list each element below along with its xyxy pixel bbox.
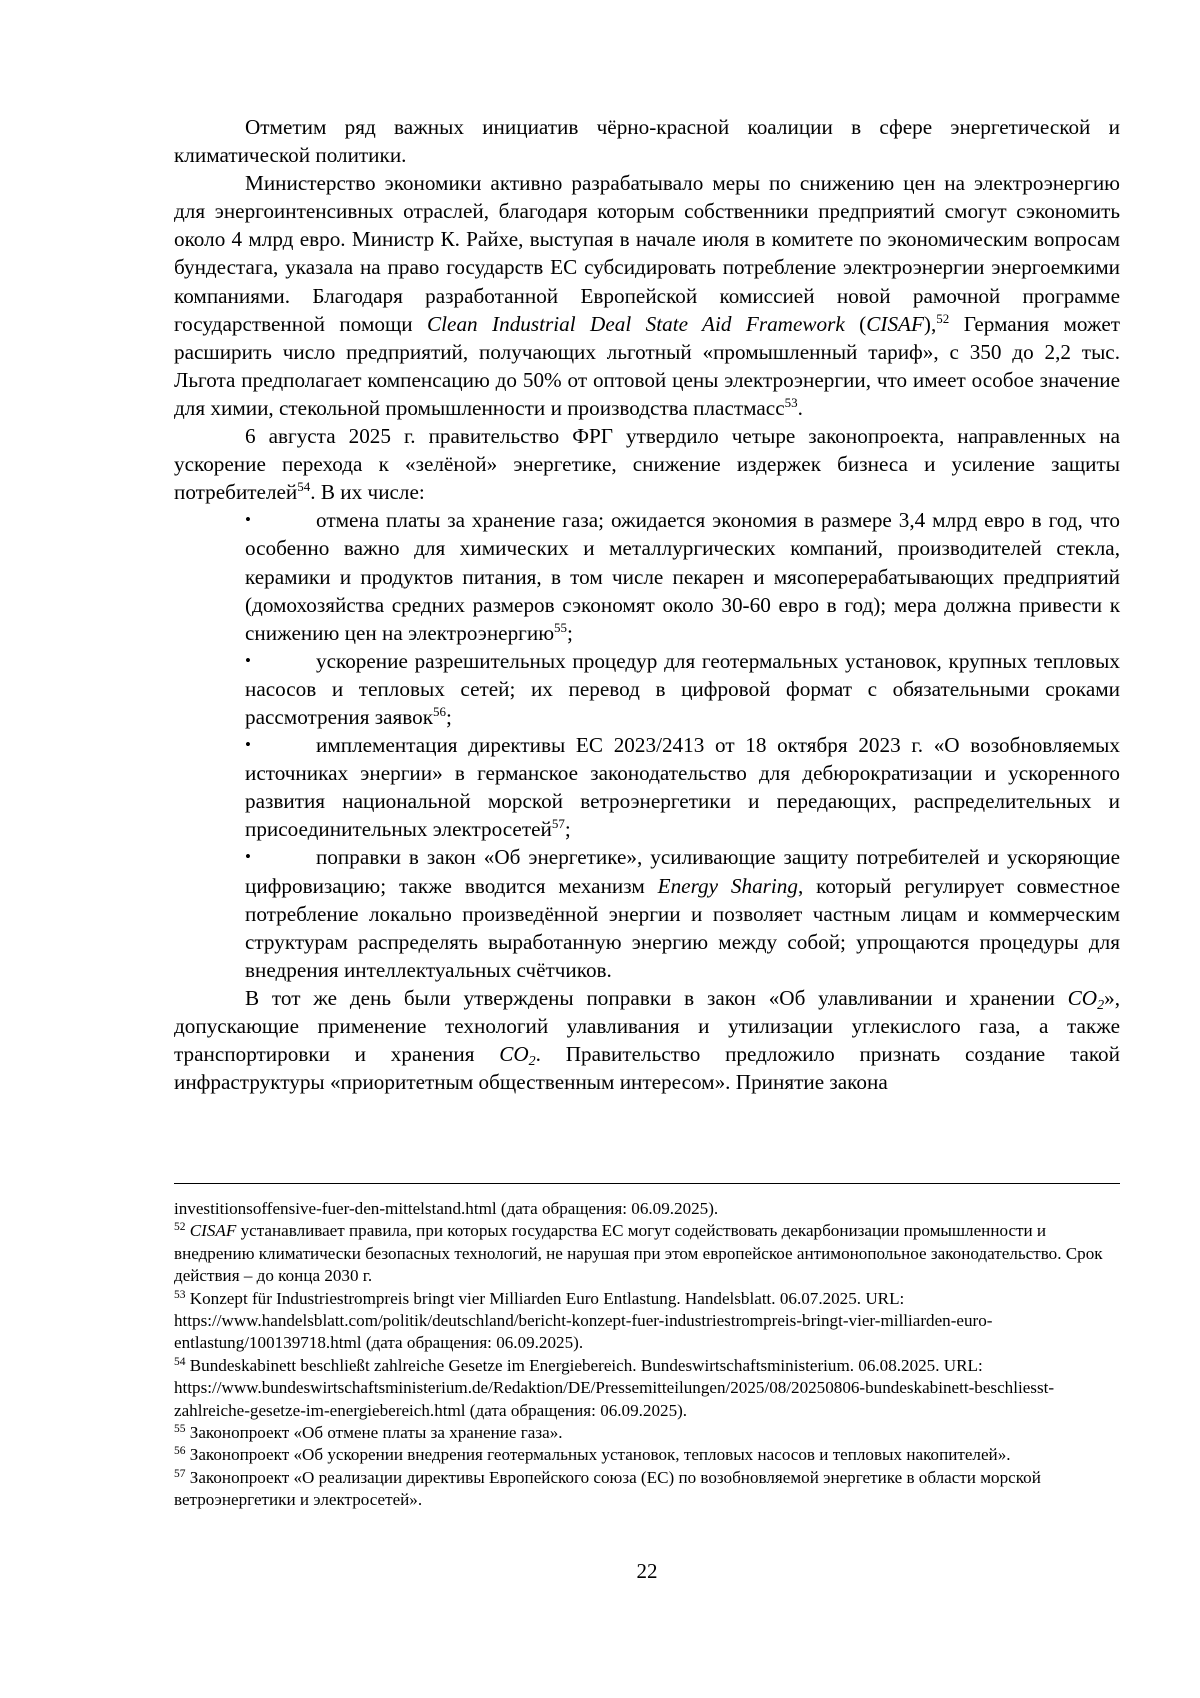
paragraph-text: Германия может расширить число предприятий, получающих льготный «промышленный тариф», с 350 до 2,2 тыс. Льгота предполагает компенсацию до 50% от оптовой цены электроэнергии, что имеет особое значение для химии, стекольной промышленности и производства пластмасс — [174, 311, 1121, 420]
footnote-number: 57 — [174, 1467, 186, 1480]
footnote-number: 55 — [174, 1423, 186, 1436]
bullet-marker: • — [245, 735, 251, 755]
cisaf-abbrev-italic: CISAF — [866, 311, 924, 336]
footnote-52 — [174, 1220, 1120, 1287]
paragraph-initiatives-intro — [174, 113, 1120, 169]
co2-subscript: 2 — [528, 1054, 536, 1070]
bullet-text: отмена платы за хранение газа; ожидается экономия в размере 3,4 млрд евро в год, что особенно важно для химических и металлургических компаний, производителей стекла, керамики и продуктов питания, в том числе пекарен и мясоперерабатывающих предприятий (домохозяйства средних размеров сэкономят около 30-60 евро в год); мера должна привести к снижению цен на электроэнергию — [245, 508, 1120, 645]
bullet-marker: • — [245, 650, 251, 670]
footnote-ref-54[interactable]: 54 — [297, 479, 311, 495]
bullet-marker: • — [245, 510, 251, 530]
footnote-text: Законопроект «Об ускорении внедрения геотермальных установок, тепловых насосов и тепловых накопителей». — [189, 1445, 1011, 1465]
bullet-text: имплементация директивы ЕС 2023/2413 от 18 октября 2023 г. «О возобновляемых источниках энергии» в германское законодательство для дебюрократизации и ускоренного развития национальной морской ветроэнергетики и передающих, распределительных и присоединительных электросетей — [245, 733, 1120, 842]
paragraph-electricity-prices — [174, 169, 1120, 422]
paragraph-text: Министерство экономики активно разрабатывало меры по снижению цен на электроэнергию для энергоинтенсивных отраслей, благодаря которым собственники предприятий смогут сэкономить около 4 млрд евро. Министр К. Райхе, выступая в начале июля в комитете по экономическим вопросам бундестага, указала на право государств ЕС субсидировать потребление электроэнергии энергоемкими компаниями. Благодаря разработанной Европейской комиссией новой рамочной программе государственной помощи — [174, 171, 1120, 336]
footnotes-section — [174, 1183, 1120, 1512]
footnote-ref-52[interactable]: 52 — [936, 310, 950, 326]
footnote-text: Konzept für Industriestrompreis bringt vier Milliarden Euro Entlastung. Handelsblatt. 06.07.2025. URL: https://www.handelsblatt.com/politik/deutschland/bericht-konzept-fuer-industriestrompreis-bringt-vier-milliarden-euro-entlastung/100139718.html (дата обращения: 06.09.2025). — [174, 1288, 993, 1353]
bullet-text: , который регулирует совместное потребление локально произведённой энергии и позволяет частным лицам и коммерческим структурам распределять выработанную энергию между собой; упрощаются процедуры для внедрения интеллектуальных счётчиков. — [245, 873, 1120, 982]
paragraph-text: . В их числе: — [310, 480, 425, 505]
paragraph-co2-storage — [174, 984, 1120, 1096]
bullet-text-end: ; — [567, 620, 573, 645]
paragraph-august-bills — [174, 422, 1120, 506]
paragraph-text: Отметим ряд важных инициатив чёрно-красной коалиции в сфере энергетической и климатической политики. — [174, 115, 1120, 168]
paragraph-text: 6 августа 2025 г. правительство ФРГ утвердило четыре законопроекта, направленных на ускорение перехода к «зелёной» энергетике, снижение издержек бизнеса и усиление защиты потребителей — [174, 424, 1120, 505]
paragraph-text: . Правительство предложило признать создание такой инфраструктуры «приоритетным общественным интересом». Принятие закона — [174, 1042, 1120, 1095]
footnote-text: Bundeskabinett beschließt zahlreiche Gesetze im Energiebereich. Bundeswirtschaftsministerium. 06.08.2025. URL: https://www.bundeswirtschaftsministerium.de/Redaktion/DE/Pressemitteilungen/2025/08/20250806-bundeskabinett-beschliesst-zahlreiche-gesetze-im-energiebereich.html (дата обращения: 06.09.2025). — [174, 1355, 1055, 1420]
footnote-cisaf-italic: CISAF — [189, 1221, 237, 1241]
footnote-separator — [174, 1183, 1120, 1184]
footnote-text: Законопроект «О реализации директивы Европейского союза (ЕС) по возобновляемой энергетике в области морской ветроэнергетики и электросетей». — [174, 1467, 1041, 1510]
bullet-text: поправки в закон «Об энергетике», усиливающие защиту потребителей и ускоряющие цифровизацию; также вводится механизм — [245, 845, 1120, 898]
bullet-marker: • — [245, 847, 251, 867]
footnote-continuation — [174, 1198, 1120, 1220]
program-name-italic: Clean Industrial Deal State Aid Framework — [427, 311, 845, 336]
co2-formula — [499, 1042, 536, 1070]
co2-formula — [1067, 985, 1105, 1013]
document-page — [174, 113, 1120, 1583]
footnote-54 — [174, 1355, 1120, 1422]
footnote-ref-53[interactable]: 53 — [784, 394, 798, 410]
footnote-number: 53 — [174, 1288, 186, 1301]
bullet-text: ускорение разрешительных процедур для геотермальных установок, крупных тепловых насосов и тепловых сетей; их перевод в цифровой формат с обязательными сроками рассмотрения заявок — [245, 648, 1120, 729]
bullet-item-gas-storage-fee — [245, 506, 1120, 646]
co2-subscript: 2 — [1097, 997, 1105, 1013]
footnote-text: устанавливает правила, при которых государства ЕС могут содействовать декарбонизации промышленности и внедрению климатически безопасных технологий, не нарушая при этом европейское антимонопольное законодательство. Срок действия – до конца 2030 г. — [174, 1221, 1103, 1286]
bullet-text-end: ; — [564, 817, 571, 842]
footnote-number: 52 — [174, 1221, 186, 1234]
paragraph-text: », допускающие применение технологий улавливания и утилизации углекислого газа, а также транспортировки и хранения — [174, 985, 1120, 1067]
footnote-55 — [174, 1422, 1120, 1444]
bullet-item-energy-law-amendments — [245, 843, 1120, 983]
main-text — [174, 113, 1120, 1096]
footnote-ref-55[interactable]: 55 — [554, 619, 568, 635]
paragraph-text: В тот же день были утверждены поправки в закон «Об улавливании и хранении — [245, 985, 1068, 1010]
paragraph-text: ( — [844, 311, 867, 336]
bullet-item-permit-procedures — [245, 647, 1120, 731]
footnote-57 — [174, 1467, 1120, 1512]
bullet-item-eu-directive — [245, 731, 1120, 843]
paragraph-text: ), — [923, 311, 937, 336]
footnote-text: investitionsoffensive-fuer-den-mittelstand.html (дата обращения: 06.09.2025). — [174, 1199, 719, 1218]
paragraph-text: . — [797, 395, 803, 420]
footnote-ref-56[interactable]: 56 — [433, 703, 447, 719]
footnote-text: Законопроект «Об отмене платы за хранение газа». — [189, 1423, 563, 1443]
footnote-ref-57[interactable]: 57 — [551, 816, 565, 832]
footnote-number: 56 — [174, 1445, 186, 1458]
footnote-56 — [174, 1444, 1120, 1466]
page-number: 22 — [636, 1559, 658, 1583]
footnote-53 — [174, 1288, 1120, 1355]
co2-symbol: CO — [1067, 985, 1098, 1010]
energy-sharing-italic: Energy Sharing — [657, 873, 798, 898]
footnote-number: 54 — [174, 1355, 186, 1368]
bullet-text-end: ; — [446, 704, 452, 729]
co2-symbol: CO — [499, 1042, 529, 1067]
